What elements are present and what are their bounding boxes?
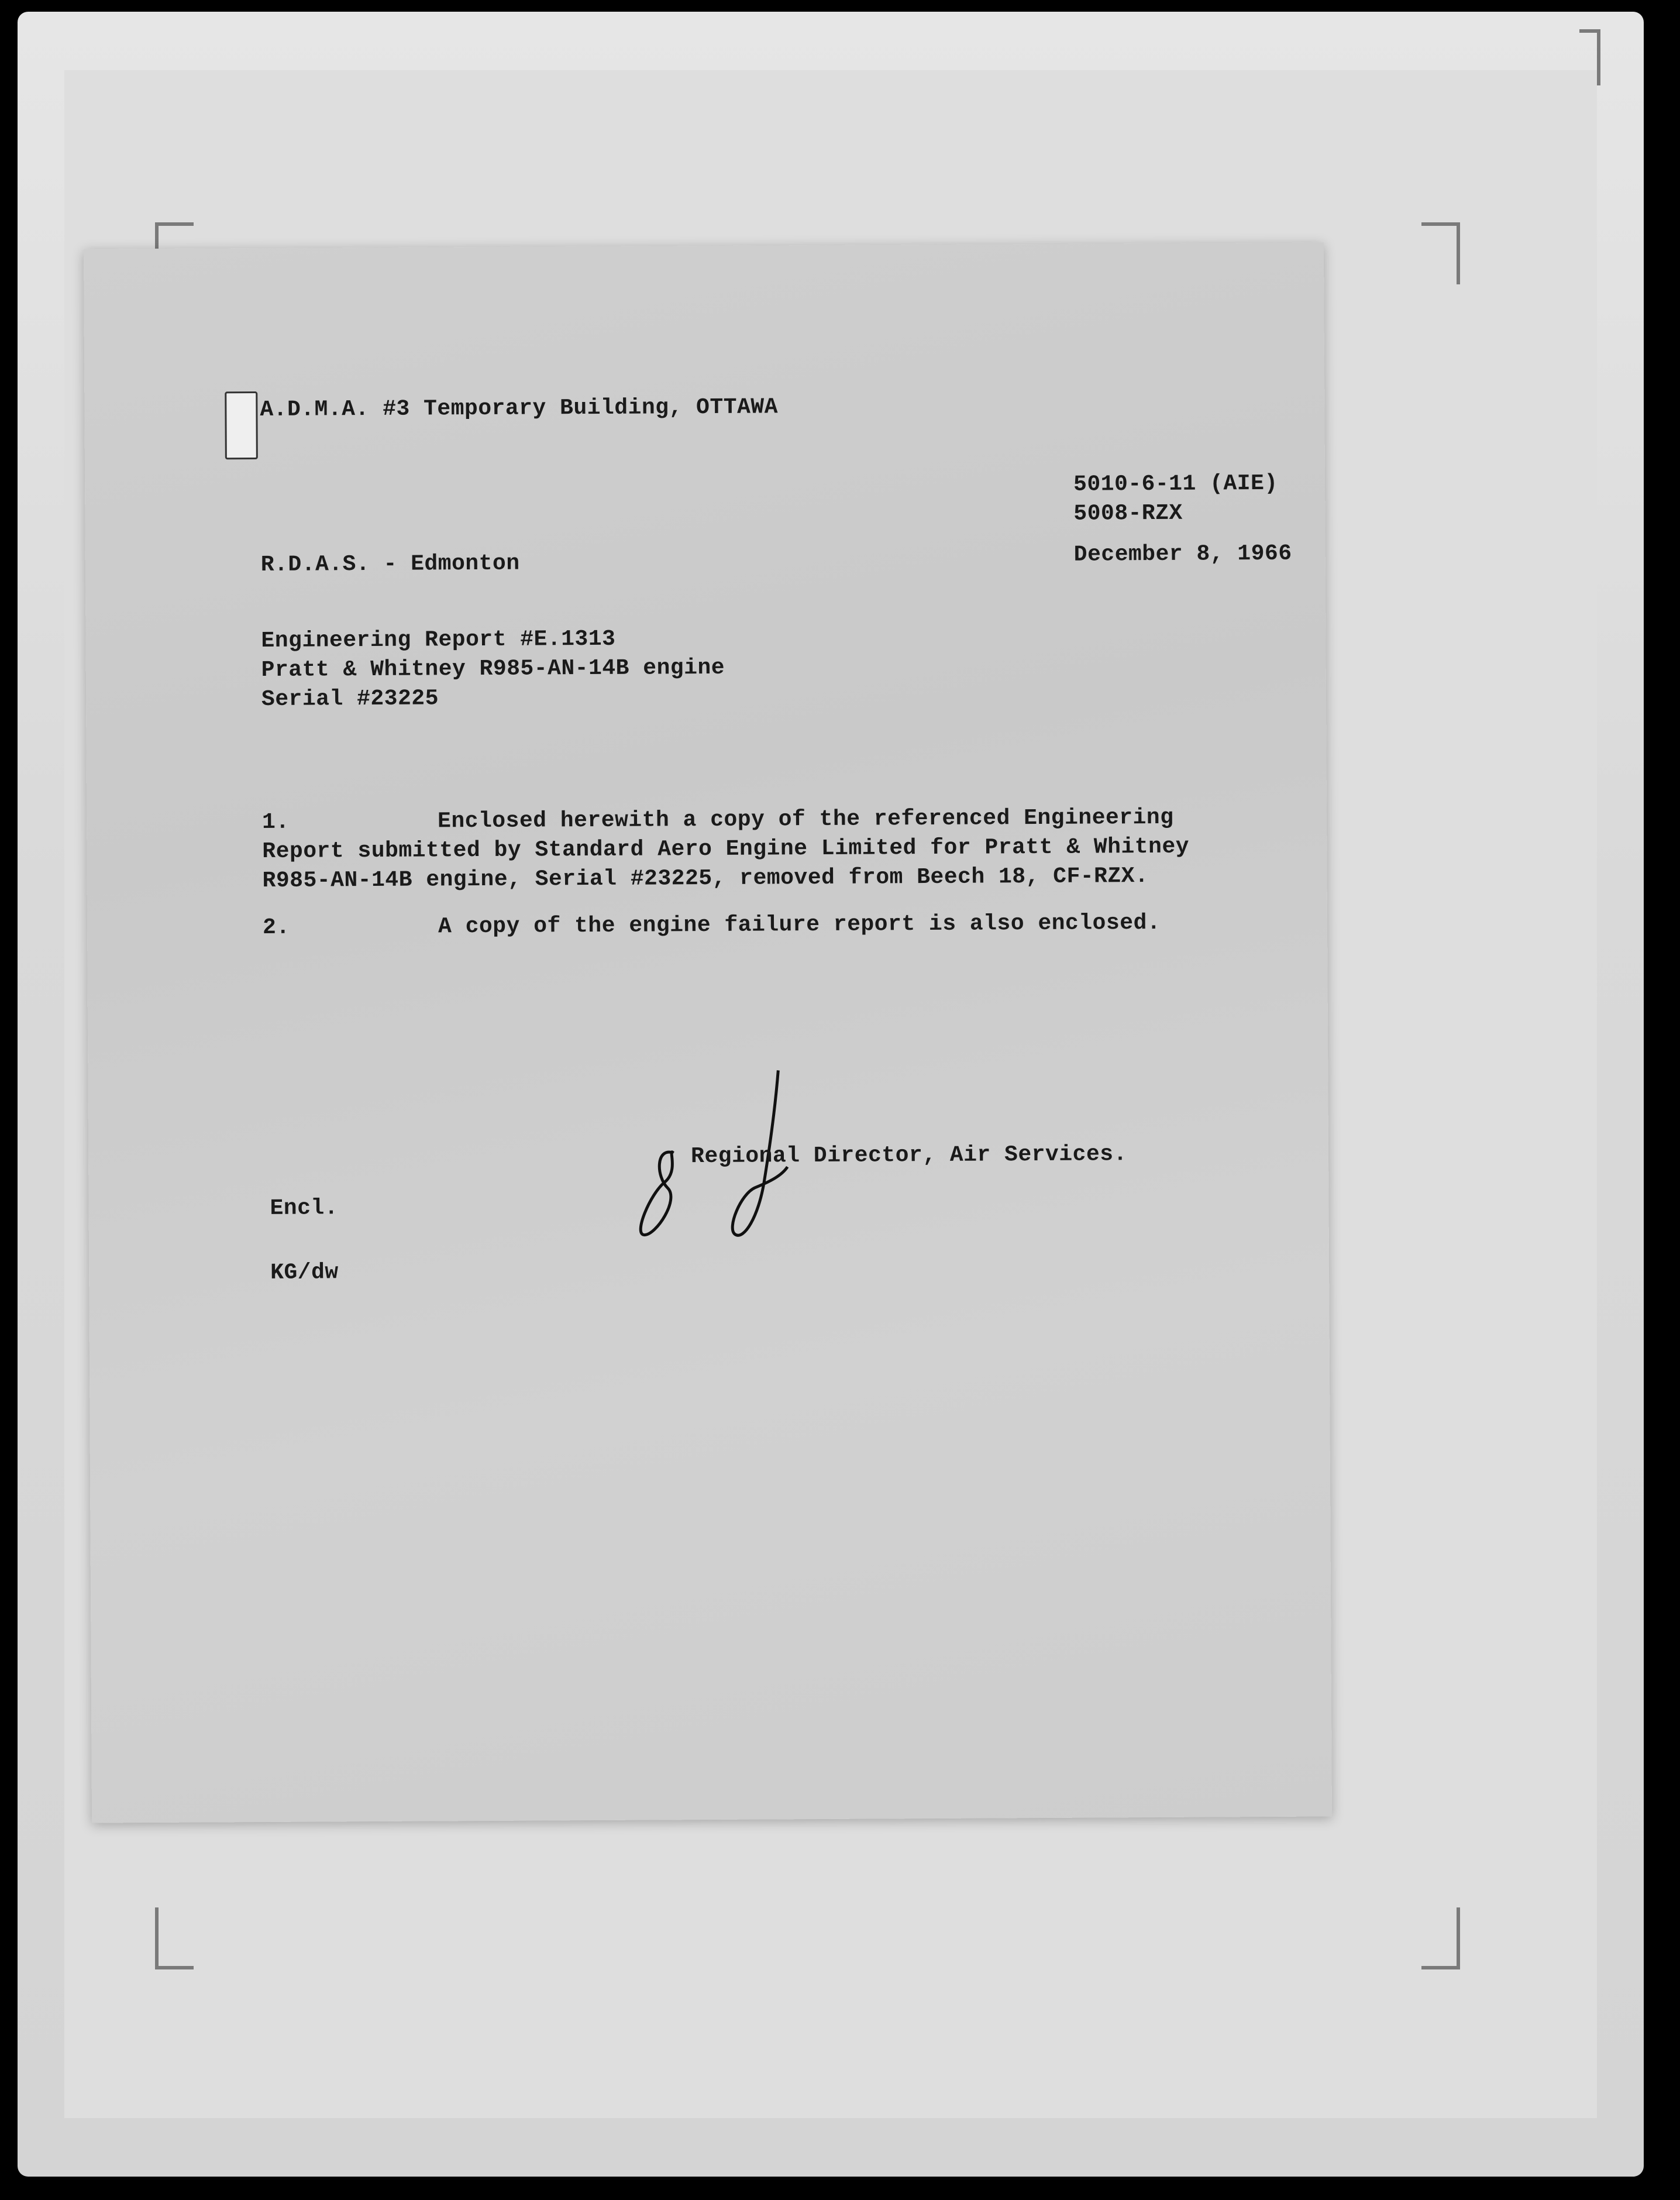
paragraph-1-number: 1. <box>261 809 290 835</box>
file-reference-2: 5008-RZX <box>1073 500 1183 527</box>
from-line: A.D.M.A. #3 Temporary Building, OTTAWA <box>260 394 779 422</box>
subject-line-1: Engineering Report #E.1313 <box>261 626 616 654</box>
crop-mark-outer <box>1579 29 1600 85</box>
paragraph-2-number: 2. <box>262 915 290 940</box>
signature-title: Regional Director, Air Services. <box>690 1142 1127 1170</box>
file-reference-1: 5010-6-11 (AIE) <box>1073 470 1278 497</box>
letter-sheet <box>84 242 1332 1823</box>
recipient-line: R.D.A.S. - Edmonton <box>260 551 520 578</box>
crop-mark-bottom-right <box>1421 1907 1460 1969</box>
crop-mark-bottom-left <box>155 1907 194 1969</box>
paragraph-1-line-2: Report submitted by Standard Aero Engine Limited for Pratt & Whitney <box>262 834 1190 864</box>
typist-initials: KG/dw <box>270 1260 339 1285</box>
crop-mark-top-right <box>1421 222 1460 284</box>
paragraph-1-line-3: R985-AN-14B engine, Serial #23225, removed from Beech 18, CF-RZX. <box>262 864 1149 893</box>
subject-line-2: Pratt & Whitney R985-AN-14B engine <box>261 655 725 683</box>
paragraph-1-line-1: Enclosed herewith a copy of the referenced Engineering <box>437 805 1174 834</box>
enclosure-line: Encl. <box>270 1195 339 1221</box>
tape-tab <box>225 391 258 459</box>
date-line: December 8, 1966 <box>1073 541 1292 568</box>
paragraph-2-text: A copy of the engine failure report is also enclosed. <box>438 910 1161 940</box>
subject-line-3: Serial #23225 <box>261 686 439 712</box>
